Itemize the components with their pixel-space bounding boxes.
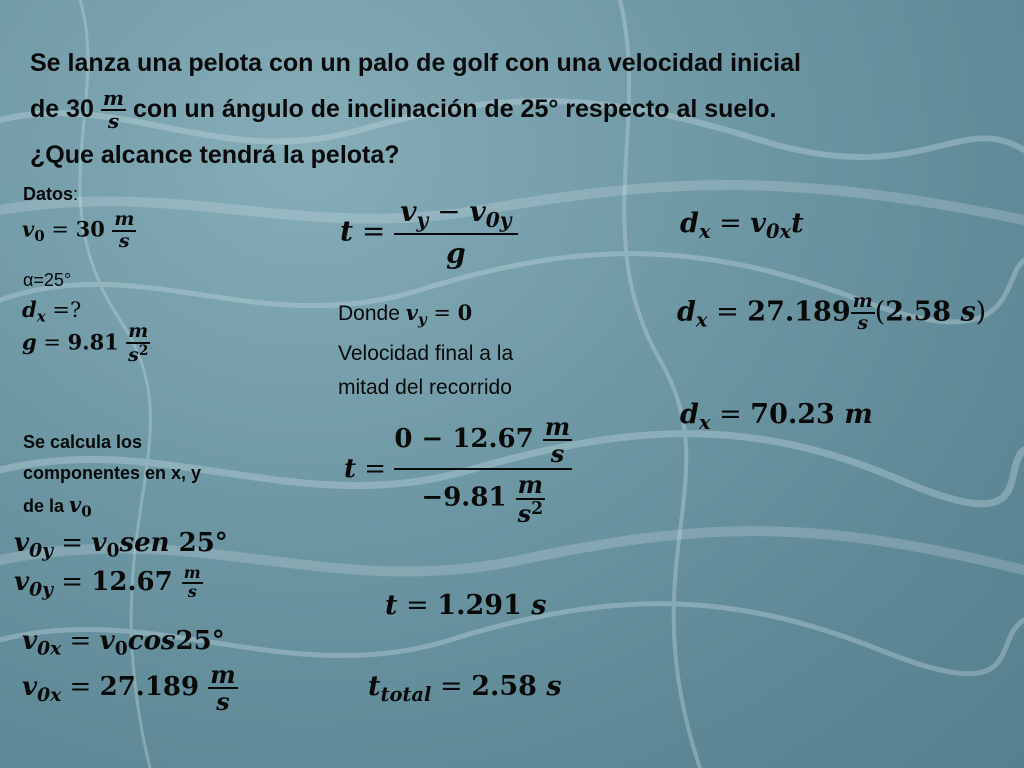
equals-sign: = <box>426 301 458 325</box>
unit-fraction <box>208 660 237 717</box>
d-symbol: d <box>680 399 699 430</box>
eq-total-time <box>368 671 562 706</box>
t-symbol: t <box>385 590 398 621</box>
v0-subscript: 0 <box>34 226 45 245</box>
vy-subscript: y <box>417 310 427 329</box>
time-unit: s <box>531 590 547 621</box>
equals-sign: = <box>61 626 100 656</box>
lhs-symbol: v <box>14 528 30 558</box>
lhs-subscript: 0x <box>37 683 62 706</box>
unit-denominator: s <box>118 229 130 252</box>
equals-sign: = <box>710 208 751 239</box>
equals-sign: = <box>53 528 92 558</box>
components-line-1: Se calcula los <box>23 432 143 452</box>
eq-distance-formula <box>680 208 804 243</box>
unit-denominator: s <box>216 687 230 717</box>
sine-function: sen <box>119 528 170 558</box>
angle-value: 25° <box>175 626 225 656</box>
equals-sign: = <box>36 330 68 355</box>
t-symbol: t <box>791 208 804 239</box>
equals-sign: = <box>431 671 472 702</box>
given-v0 <box>22 210 136 252</box>
unit-denominator <box>516 500 546 526</box>
given-angle: α=25° <box>23 270 72 290</box>
dx-unknown: =? <box>45 298 82 322</box>
unit-denominator <box>126 344 150 366</box>
v0-symbol: v <box>22 216 35 242</box>
denominator-value: −9.81 <box>421 482 507 513</box>
unit-base: s <box>128 344 139 367</box>
v0-symbol-inline <box>69 492 92 521</box>
v-symbol: v <box>99 626 115 656</box>
total-subscript: total <box>380 682 432 706</box>
datos-heading <box>23 184 78 205</box>
problem-statement <box>30 40 801 178</box>
lhs-symbol: v <box>22 626 38 656</box>
v-subscript: 0 <box>81 502 92 521</box>
v-symbol: v <box>91 528 107 558</box>
unit-denominator: s <box>550 439 565 469</box>
donde-note <box>338 296 513 405</box>
d-symbol: d <box>680 208 699 239</box>
given-gravity <box>22 322 150 366</box>
lhs-symbol: v <box>22 672 38 703</box>
time-denominator: g <box>446 237 466 271</box>
unit-numerator: m <box>114 208 135 230</box>
problem-question: ¿Que alcance tendrá la pelota? <box>30 141 400 170</box>
unit-numerator: m <box>126 322 150 344</box>
v0-value: 30 <box>75 216 105 242</box>
equals-sign: = <box>44 217 76 242</box>
angle-value: 25° <box>169 528 228 558</box>
d-subscript: x <box>698 219 711 243</box>
unit-exponent: 2 <box>138 342 149 359</box>
unit-denominator: s <box>187 581 197 601</box>
problem-line-1: Se lanza una pelota con un palo de golf con una velocidad inicial <box>30 49 801 77</box>
distance-unit: m <box>844 399 873 430</box>
donde-word: Donde <box>338 302 406 325</box>
d-subscript: x <box>698 410 711 434</box>
components-note <box>23 427 201 528</box>
lhs-subscript: 0x <box>37 637 62 660</box>
unit-base: s <box>517 498 532 528</box>
equals-sign: = <box>710 399 751 430</box>
lhs-subscript: 0y <box>29 539 53 562</box>
equals-sign: = <box>53 566 92 597</box>
g-unit <box>126 322 150 366</box>
equals-sign: = <box>61 672 100 703</box>
components-text: de la <box>23 496 65 516</box>
time-unit: s <box>960 296 976 328</box>
numeric-fraction <box>394 414 572 526</box>
v0-unit <box>112 210 136 252</box>
equals-sign: = <box>397 590 438 621</box>
vy-symbol: v <box>400 195 417 228</box>
datos-colon: : <box>73 184 79 204</box>
eq-v0x-formula <box>22 626 225 660</box>
value: 27.189 <box>99 672 200 703</box>
time-value: 2.58 <box>885 296 961 328</box>
time-value: 1.291 <box>437 590 532 621</box>
eq-v0x-value <box>22 660 238 717</box>
close-paren: ) <box>975 296 987 328</box>
vy-symbol: v <box>405 300 418 325</box>
t-symbol: t <box>340 214 353 248</box>
eq-distance-numeric <box>677 292 986 334</box>
v-symbol: v <box>750 208 766 239</box>
datos-label: Datos <box>23 184 74 204</box>
v-subscript: 0 <box>106 539 120 562</box>
total-time-value: 2.58 <box>471 671 547 702</box>
dx-subscript: x <box>36 307 46 326</box>
lhs-subscript: 0y <box>29 578 53 601</box>
components-line-3 <box>23 489 201 528</box>
vy-subscript: y <box>416 208 429 233</box>
numerator-value: 0 − 12.67 <box>394 424 543 455</box>
note-line-1: Velocidad final a la <box>338 341 514 365</box>
open-paren: ( <box>874 296 886 328</box>
d-symbol: d <box>677 296 696 328</box>
numeric-numerator <box>394 414 572 470</box>
v0y-subscript: 0y <box>485 208 512 233</box>
time-fraction <box>394 197 517 269</box>
t-symbol: t <box>344 453 357 484</box>
unit-numerator: m <box>544 412 571 441</box>
time-unit: s <box>546 671 562 702</box>
v0y-symbol: v <box>469 195 486 228</box>
cosine-function: cos <box>127 626 176 656</box>
equals-sign: = <box>352 214 395 248</box>
time-numerator <box>394 197 517 235</box>
unit-numerator: m <box>102 86 125 111</box>
components-line-2: componentes en x, y <box>23 463 202 483</box>
eq-distance-result <box>680 399 873 434</box>
v-symbol: v <box>69 492 82 517</box>
note-line-2: mitad del recorrido <box>338 375 512 399</box>
speed-unit-fraction <box>101 88 126 132</box>
unit-numerator: m <box>183 563 201 582</box>
lhs-symbol: v <box>14 566 30 597</box>
unit-exponent: 2 <box>531 498 544 519</box>
zero-value: 0 <box>457 300 473 325</box>
denominator-unit <box>516 470 546 528</box>
numeric-denominator <box>394 470 572 528</box>
velocity-unit <box>851 292 875 334</box>
vy-zero <box>405 300 473 329</box>
donde-line <box>338 296 513 337</box>
g-symbol: g <box>22 329 37 355</box>
problem-line-2-rest: con un ángulo de inclinación de 25° respecto al suelo. <box>133 95 777 123</box>
g-value: 9.81 <box>67 329 119 355</box>
equals-sign: = <box>356 453 395 484</box>
unit-numerator: m <box>516 472 546 499</box>
eq-time-result <box>385 590 546 621</box>
numerator-unit <box>543 412 572 469</box>
unit-fraction <box>182 565 203 601</box>
v-subscript: 0x <box>765 219 792 243</box>
eq-time-numeric <box>344 414 572 526</box>
initial-speed-value: de 30 <box>30 95 94 123</box>
velocity-value: 27.189 <box>747 296 851 328</box>
unit-denominator: s <box>857 311 869 334</box>
v-subscript: 0 <box>114 637 128 660</box>
distance-value: 70.23 <box>750 399 845 430</box>
unit-denominator: s <box>107 109 120 134</box>
unit-numerator: m <box>210 660 236 689</box>
dx-symbol: d <box>22 297 37 322</box>
d-subscript: x <box>695 308 708 332</box>
unit-numerator: m <box>852 290 873 312</box>
problem-line-2 <box>30 86 801 132</box>
value: 12.67 <box>91 566 182 597</box>
t-symbol: t <box>368 671 381 702</box>
eq-time-formula <box>340 197 518 269</box>
eq-v0y-formula <box>14 528 228 562</box>
minus-sign: − <box>428 195 470 228</box>
equals-sign: = <box>707 296 748 328</box>
eq-v0y-value <box>14 565 203 601</box>
